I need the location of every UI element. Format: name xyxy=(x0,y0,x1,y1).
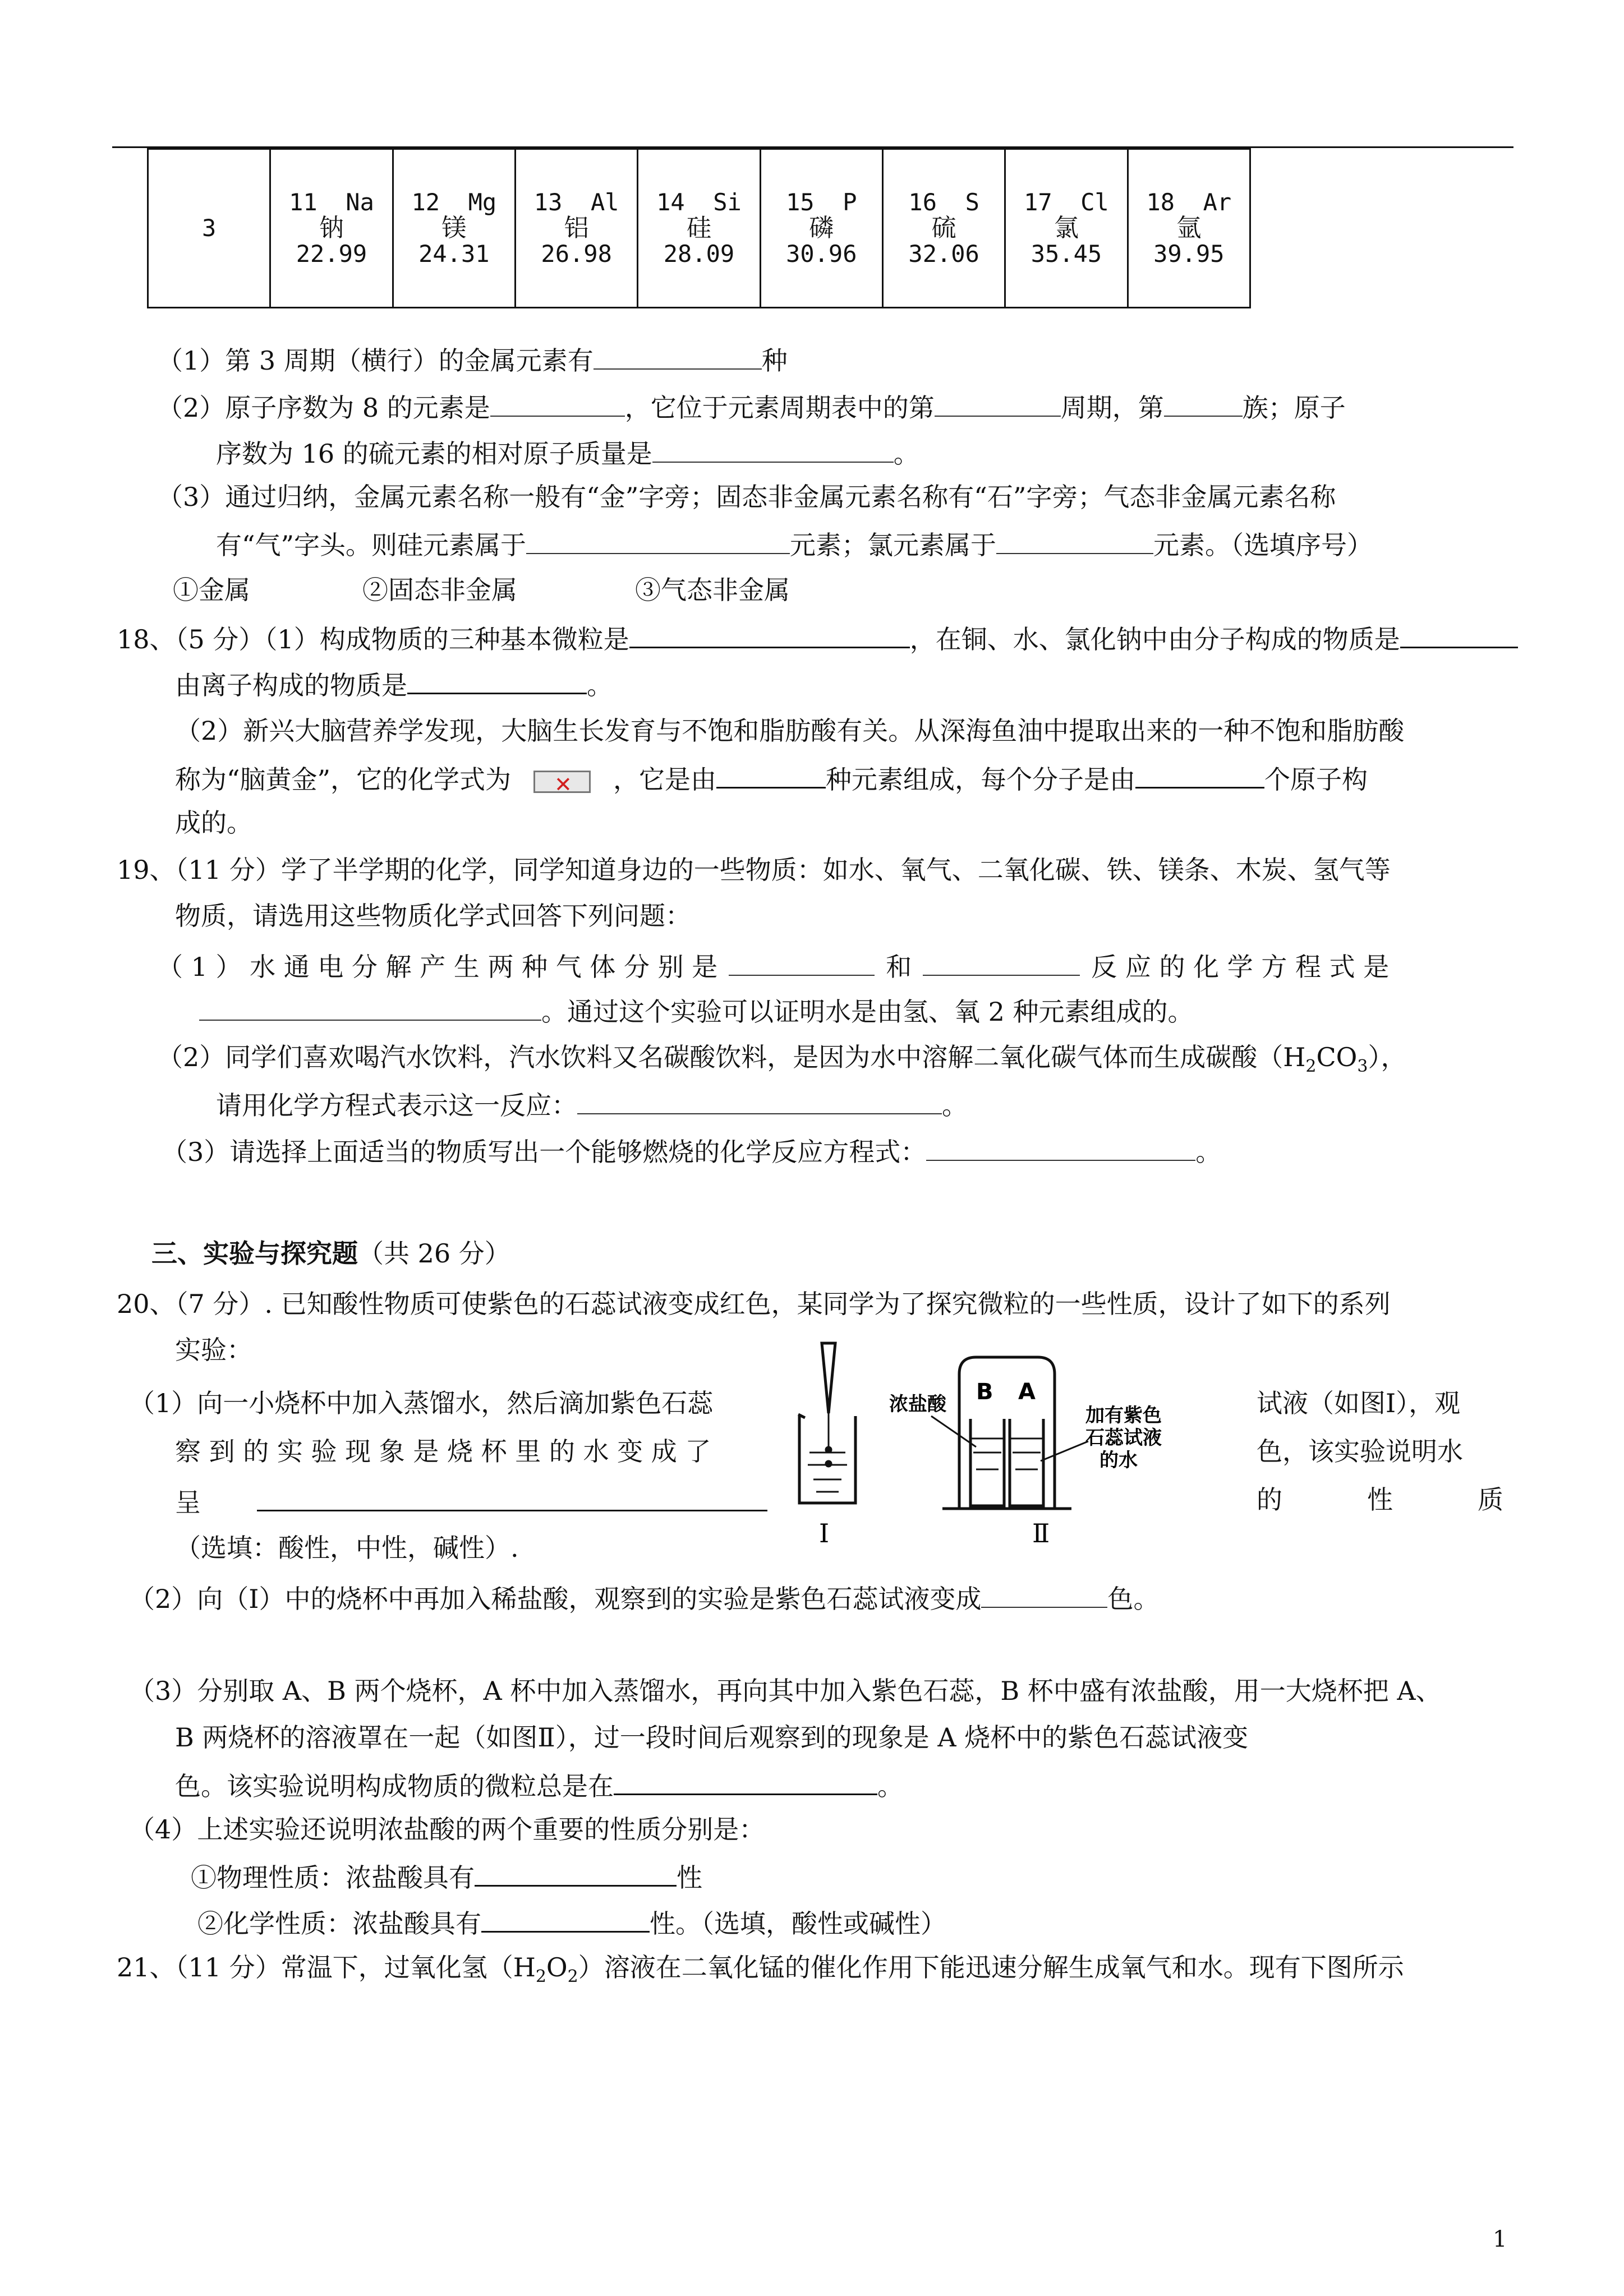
period-cell: 3 xyxy=(148,149,270,308)
answer-blank[interactable] xyxy=(1135,760,1264,789)
q17-part3-line2: 有“气”字头。则硅元素属于 元素；氯元素属于 元素。（选填序号） xyxy=(216,526,1373,562)
answer-blank[interactable] xyxy=(996,526,1153,554)
q20-line12: ①物理性质：浓盐酸具有 性 xyxy=(191,1858,702,1894)
q20-line1: 20、（7 分）. 已知酸性物质可使紫色的石蕊试液变成红色，某同学为了探究微粒的一些性质，设计了如下的系列 xyxy=(117,1289,1391,1319)
q19-line7: （3）请选择上面适当的物质写出一个能够燃烧的化学反应方程式： 。 xyxy=(162,1133,1221,1169)
element-cell-na: 11 Na 钠 22.99 xyxy=(270,149,393,308)
hcl-label: 浓盐酸 xyxy=(889,1393,946,1416)
q19-line1: 19、（11 分）学了半学期的化学，同学知道身边的一些物质：如水、氧气、二氧化碳、铁、镁条、木炭、氢气等 xyxy=(117,855,1391,885)
beaker-b-label: B xyxy=(976,1379,993,1405)
answer-blank[interactable] xyxy=(614,1767,877,1795)
q19-line6: 请用化学方程式表示这一反应： 。 xyxy=(216,1086,968,1122)
q20-line10: 色。该实验说明构成物质的微粒总是在 。 xyxy=(175,1767,903,1803)
element-cell-s: 16 S 硫 32.06 xyxy=(882,149,1005,308)
element-cell-ar: 18 Ar 氩 39.95 xyxy=(1128,149,1250,308)
figure-2-label: Ⅱ xyxy=(1032,1518,1050,1548)
q20-line9: B 两烧杯的溶液罩在一起（如图Ⅱ），过一段时间后观察到的现象是 A 烧杯中的紫色石蕊试液变 xyxy=(175,1722,1249,1753)
q18-line1: 18、（5 分）（1）构成物质的三种基本微粒是 ，在铜、水、氯化钠中由分子构成的物质是 xyxy=(117,620,1518,656)
answer-blank[interactable] xyxy=(577,1086,942,1114)
answer-blank[interactable] xyxy=(594,342,762,370)
answer-blank[interactable] xyxy=(981,1580,1107,1608)
periodic-table-row xyxy=(147,148,1251,308)
water-label-line1: 加有紫色 xyxy=(1085,1404,1162,1427)
answer-blank[interactable] xyxy=(1164,389,1243,417)
q17-part1: （1）第 3 周期（横行）的金属元素有 种 xyxy=(157,342,788,377)
figure-1-label: Ⅰ xyxy=(819,1518,830,1548)
q19-line3: （ 1 ） 水 通 电 分 解 产 生 两 种 气 体 分 别 是 和 反 应 的 化 学 方 程 式 是 xyxy=(157,948,1389,984)
q20-line3a: （1）向一小烧杯中加入蒸馏水，然后滴加紫色石蕊 xyxy=(129,1388,714,1418)
answer-blank[interactable] xyxy=(926,1133,1195,1161)
q18-line4: 称为“脑黄金”，它的化学式为✕ ，它是由 种元素组成，每个分子是由 个原子构 xyxy=(175,760,1368,796)
answer-blank[interactable] xyxy=(407,666,587,694)
q19-line5: （2）同学们喜欢喝汽水饮料，汽水饮料又名碳酸饮料，是因为水中溶解二氧化碳气体而生成碳酸$(H_2CO_3)$， xyxy=(157,1042,1407,1077)
q19-line4: 。通过这个实验可以证明水是由氢、氧 2 种元素组成的。 xyxy=(199,993,1194,1029)
answer-blank[interactable] xyxy=(490,389,625,417)
answer-blank[interactable] xyxy=(1400,620,1518,648)
table-row xyxy=(148,149,1250,308)
q20-line5a: 呈 xyxy=(175,1483,767,1519)
q20-line4a: 察 到 的 实 验 现 象 是 烧 杯 里 的 水 变 成 了 xyxy=(175,1436,711,1467)
answer-blank[interactable] xyxy=(935,389,1061,417)
broken-image-icon xyxy=(533,771,591,793)
answer-blank[interactable] xyxy=(629,620,910,648)
q20-line7: （2）向（Ⅰ）中的烧杯中再加入稀盐酸，观察到的实验是紫色石蕊试液变成 色。 xyxy=(129,1580,1159,1616)
answer-blank[interactable] xyxy=(257,1483,767,1511)
q18-line3: （2）新兴大脑营养学发现，大脑生长发育与不饱和脂肪酸有关。从深海鱼油中提取出来的一种不饱和脂肪酸 xyxy=(175,716,1405,746)
answer-blank[interactable] xyxy=(475,1858,677,1887)
q20-line5b: 的 性 质 xyxy=(1257,1484,1503,1515)
answer-blank[interactable] xyxy=(729,948,875,976)
beaker-a-label: A xyxy=(1018,1379,1036,1405)
q21-line1: 21、（11 分）常温下，过氧化氢$(H_2O_2)$溶液在二氧化锰的催化作用下能迅速分解生成氧气和水。现有下图所示 xyxy=(117,1952,1404,1987)
q20-line8: （3）分别取 A、B 两个烧杯，A 杯中加入蒸馏水，再向其中加入紫色石蕊，B 杯中盛有浓盐酸，用一大烧杯把 A、 xyxy=(129,1676,1442,1706)
q20-line3b: 试液（如图Ⅰ），观 xyxy=(1257,1388,1461,1418)
q20-line6: （选填：酸性，中性，碱性）. xyxy=(175,1533,519,1563)
element-cell-si: 14 Si 硅 28.09 xyxy=(638,149,760,308)
water-label-line3: 的水 xyxy=(1099,1449,1138,1472)
element-cell-mg: 12 Mg 镁 24.31 xyxy=(393,149,515,308)
page-number: 1 xyxy=(1493,2226,1507,2252)
q20-line13: ②化学性质：浓盐酸具有 性。（选填，酸性或碱性） xyxy=(197,1904,946,1940)
beaker-figure-2 xyxy=(931,1357,1088,1509)
q19-line2: 物质，请选用这些物质化学式回答下列问题： xyxy=(175,901,691,931)
q18-line2: 由离子构成的物质是 。 xyxy=(175,666,613,702)
answer-blank[interactable] xyxy=(716,760,826,789)
beaker-diagram xyxy=(783,1335,1231,1559)
answer-blank[interactable] xyxy=(199,993,541,1021)
q18-line5: 成的。 xyxy=(175,808,252,838)
section-heading: 三、实验与探究题（共 26 分） xyxy=(151,1238,510,1269)
answer-blank[interactable] xyxy=(526,526,790,554)
answer-blank[interactable] xyxy=(923,948,1080,976)
beaker-figure-1 xyxy=(798,1343,855,1503)
element-cell-p: 15 P 磷 30.96 xyxy=(760,149,882,308)
element-cell-al: 13 Al 铝 26.98 xyxy=(515,149,637,308)
answer-blank[interactable] xyxy=(652,435,894,463)
q17-part2-line2: 序数为 16 的硫元素的相对原子质量是 。 xyxy=(216,435,919,471)
q20-line11: （4）上述实验还说明浓盐酸的两个重要的性质分别是： xyxy=(129,1814,765,1845)
q17-options: ①金属 ②固态非金属 ③气态非金属 xyxy=(173,575,790,605)
element-cell-cl: 17 Cl 氯 35.45 xyxy=(1005,149,1128,308)
q20-line4b: 色，该实验说明水 xyxy=(1257,1436,1463,1467)
q20-line2: 实验： xyxy=(175,1335,252,1365)
answer-blank[interactable] xyxy=(481,1904,650,1933)
q17-part3-line1: （3）通过归纳，金属元素名称一般有“金”字旁；固态非金属元素名称有“石”字旁；气态非金属元素名称 xyxy=(157,482,1336,512)
q17-part2-line1: （2）原子序数为 8 的元素是 ，它位于元素周期表中的第 周期，第 族；原子 xyxy=(157,389,1346,425)
water-label-line2: 石蕊试液 xyxy=(1085,1427,1162,1449)
